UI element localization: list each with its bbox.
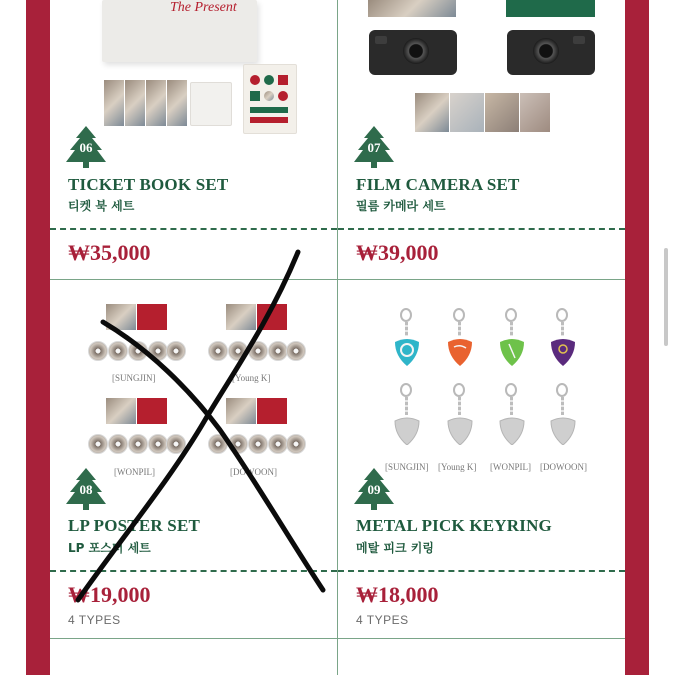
lp-disc [88,434,108,454]
lp-disc [228,434,248,454]
product-title-en: METAL PICK KEYRING [356,516,552,535]
lp-disc [286,341,306,361]
ticket-card [190,82,232,126]
lp-disc [88,341,108,361]
ticket-photo [104,80,124,126]
photo-print [485,93,519,132]
member-caption: [WONPIL] [114,467,155,477]
film-camera [369,30,457,75]
lp-disc [108,341,128,361]
tree-badge-icon [66,468,106,510]
key-ring [453,383,465,397]
key-ring [556,308,568,322]
row-divider [50,638,625,639]
lp-disc [248,341,268,361]
camera-box-green [506,0,595,17]
product-price: ₩18,000 [356,582,439,607]
lp-disc [286,434,306,454]
key-ring [505,383,517,397]
product-price: ₩35,000 [68,240,151,265]
key-ring [556,383,568,397]
product-card-ticket-book-set[interactable] [50,0,337,279]
pick-icon [393,336,421,366]
lp-disc [166,341,186,361]
key-ring [505,308,517,322]
box-logo-text: The Present [170,0,237,15]
pick-icon [549,336,577,366]
key-chain [405,397,408,415]
pick-icon [498,415,526,445]
lp-poster-photo [106,304,136,330]
product-title-en: TICKET BOOK SET [68,175,229,194]
product-price: ₩19,000 [68,582,151,607]
member-caption: [Young K] [232,373,271,383]
film-camera [507,30,595,75]
film-camera-set-image [338,0,625,135]
tree-badge-icon [354,126,394,168]
key-chain [561,397,564,415]
lp-poster-photo [226,304,256,330]
lp-poster-red [137,304,167,330]
member-caption: [SUNGJIN] [112,373,156,383]
pick-icon [446,415,474,445]
product-number: 06 [79,140,93,155]
right-red-border [625,0,649,675]
key-chain [458,397,461,415]
lp-disc [128,434,148,454]
product-card-lp-poster-set[interactable] [50,280,337,638]
lp-disc [148,341,168,361]
member-caption: [Young K] [438,462,477,472]
product-title-ko: 필름 카메라 세트 [356,199,446,213]
key-chain [458,322,461,336]
product-title-en: FILM CAMERA SET [356,175,520,194]
ticket-book-set-image [50,0,337,135]
key-ring [400,308,412,322]
lp-disc [228,341,248,361]
product-types: 4 TYPES [356,613,409,627]
product-card-film-camera-set[interactable] [338,0,625,279]
ticket-photo [146,80,166,126]
left-red-border [26,0,50,675]
product-number: 08 [79,482,93,497]
lp-poster-set-image [50,280,337,480]
member-caption: [DOWOON] [540,462,587,472]
scrollbar[interactable] [664,248,668,346]
lp-disc [208,434,228,454]
member-caption: [WONPIL] [490,462,531,472]
tree-badge-icon [66,126,106,168]
tree-badge-icon [354,468,394,510]
sticker-sheet [243,64,297,134]
ticket-photo [167,80,187,126]
photo-print [520,93,550,132]
product-number: 07 [367,140,381,155]
lp-disc [108,434,128,454]
photo-print [450,93,484,132]
lp-poster-red [257,398,287,424]
dashed-divider [338,570,625,572]
lp-poster-red [137,398,167,424]
lp-poster-photo [106,398,136,424]
merch-catalog-sheet[interactable] [50,0,625,675]
member-caption: [DOWOON] [230,467,277,477]
key-ring [400,383,412,397]
camera-box-photo [368,0,456,17]
product-card-metal-pick-keyring[interactable] [338,280,625,638]
key-ring [453,308,465,322]
product-title-ko: 티켓 북 세트 [68,199,135,213]
metal-pick-keyring-image [338,280,625,480]
lp-poster-photo [226,398,256,424]
product-title-ko: 메탈 피크 키링 [356,541,434,555]
dashed-divider [50,228,337,230]
lp-disc [166,434,186,454]
key-chain [405,322,408,336]
pick-icon [549,415,577,445]
lp-disc [208,341,228,361]
lp-disc [268,434,288,454]
key-chain [561,322,564,336]
pick-icon [498,336,526,366]
ticket-photo [125,80,145,126]
dashed-divider [338,228,625,230]
key-chain [510,397,513,415]
product-number: 09 [367,482,381,497]
product-price: ₩39,000 [356,240,439,265]
lp-disc [148,434,168,454]
photo-print [415,93,449,132]
product-title-ko: LP 포스터 세트 [68,541,151,555]
product-types: 4 TYPES [68,613,121,627]
pick-icon [446,336,474,366]
lp-poster-red [257,304,287,330]
lp-disc [248,434,268,454]
lp-disc [268,341,288,361]
dashed-divider [50,570,337,572]
lp-disc [128,341,148,361]
key-chain [510,322,513,336]
member-caption: [SUNGJIN] [385,462,429,472]
product-title-en: LP POSTER SET [68,516,201,535]
pick-icon [393,415,421,445]
